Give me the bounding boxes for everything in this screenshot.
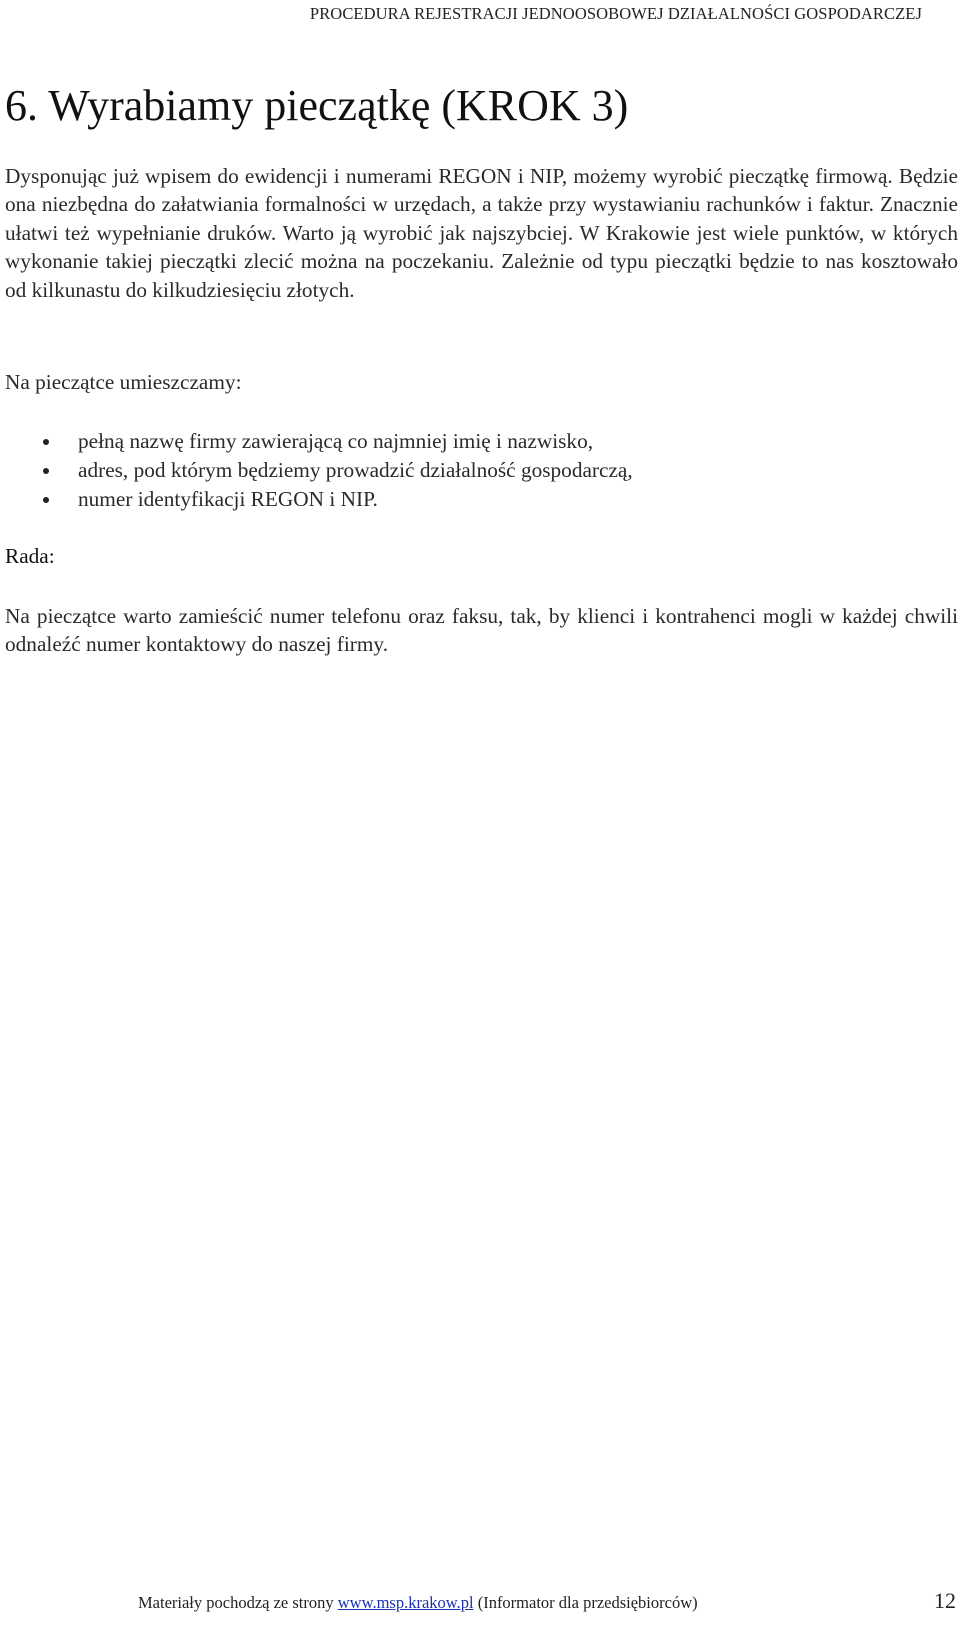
page-footer: [138, 1593, 698, 1613]
footer-suffix: (Informator dla przedsiębiorców): [477, 1593, 698, 1612]
advice-heading: Rada:: [5, 544, 55, 568]
list-item-text: numer identyfikacji REGON i NIP.: [78, 487, 378, 511]
list-item: [0, 456, 633, 485]
bullet-icon: [43, 468, 49, 474]
intro-paragraph: Dysponując już wpisem do ewidencji i numerami REGON i NIP, możemy wyrobić pieczątkę firmową. Będzie ona niezbędna do załatwiania formalności w urzędach, a także przy wystawianiu rachunków i faktur. Znacznie ułatwi też wypełnianie druków. Warto ją wyrobić jak najszybciej. W Krakowie jest wiele punktów, w których wykonanie takiej pieczątki zlecić można na poczekaniu. Zależnie od typu pieczątki będzie to nas kosztowało od kilkunastu do kilkudziesięciu złotych.: [5, 164, 958, 302]
list-item: [0, 427, 633, 456]
page-number: 12: [934, 1588, 956, 1613]
list-item: [0, 485, 633, 514]
advice-paragraph: Na pieczątce warto zamieścić numer telefonu oraz faksu, tak, by klienci i kontrahenci mogli w każdej chwili odnaleźć numer kontaktowy do naszej firmy.: [5, 604, 958, 657]
stamp-contents-list: [0, 427, 633, 514]
footer-website-link[interactable]: www.msp.krakow.pl: [337, 1593, 474, 1612]
list-item-text: adres, pod którym będziemy prowadzić działalność gospodarczą,: [78, 458, 633, 482]
section-title: 6. Wyrabiamy pieczątkę (KROK 3): [5, 81, 629, 130]
list-item-text: pełną nazwę firmy zawierającą co najmniej imię i nazwisko,: [78, 429, 594, 453]
list-intro: Na pieczątce umieszczamy:: [5, 370, 242, 394]
footer-prefix: Materiały pochodzą ze strony: [138, 1593, 334, 1612]
bullet-icon: [43, 497, 49, 503]
bullet-icon: [43, 439, 49, 445]
running-header: PROCEDURA REJESTRACJI JEDNOOSOBOWEJ DZIAŁALNOŚCI GOSPODARCZEJ: [309, 4, 922, 23]
